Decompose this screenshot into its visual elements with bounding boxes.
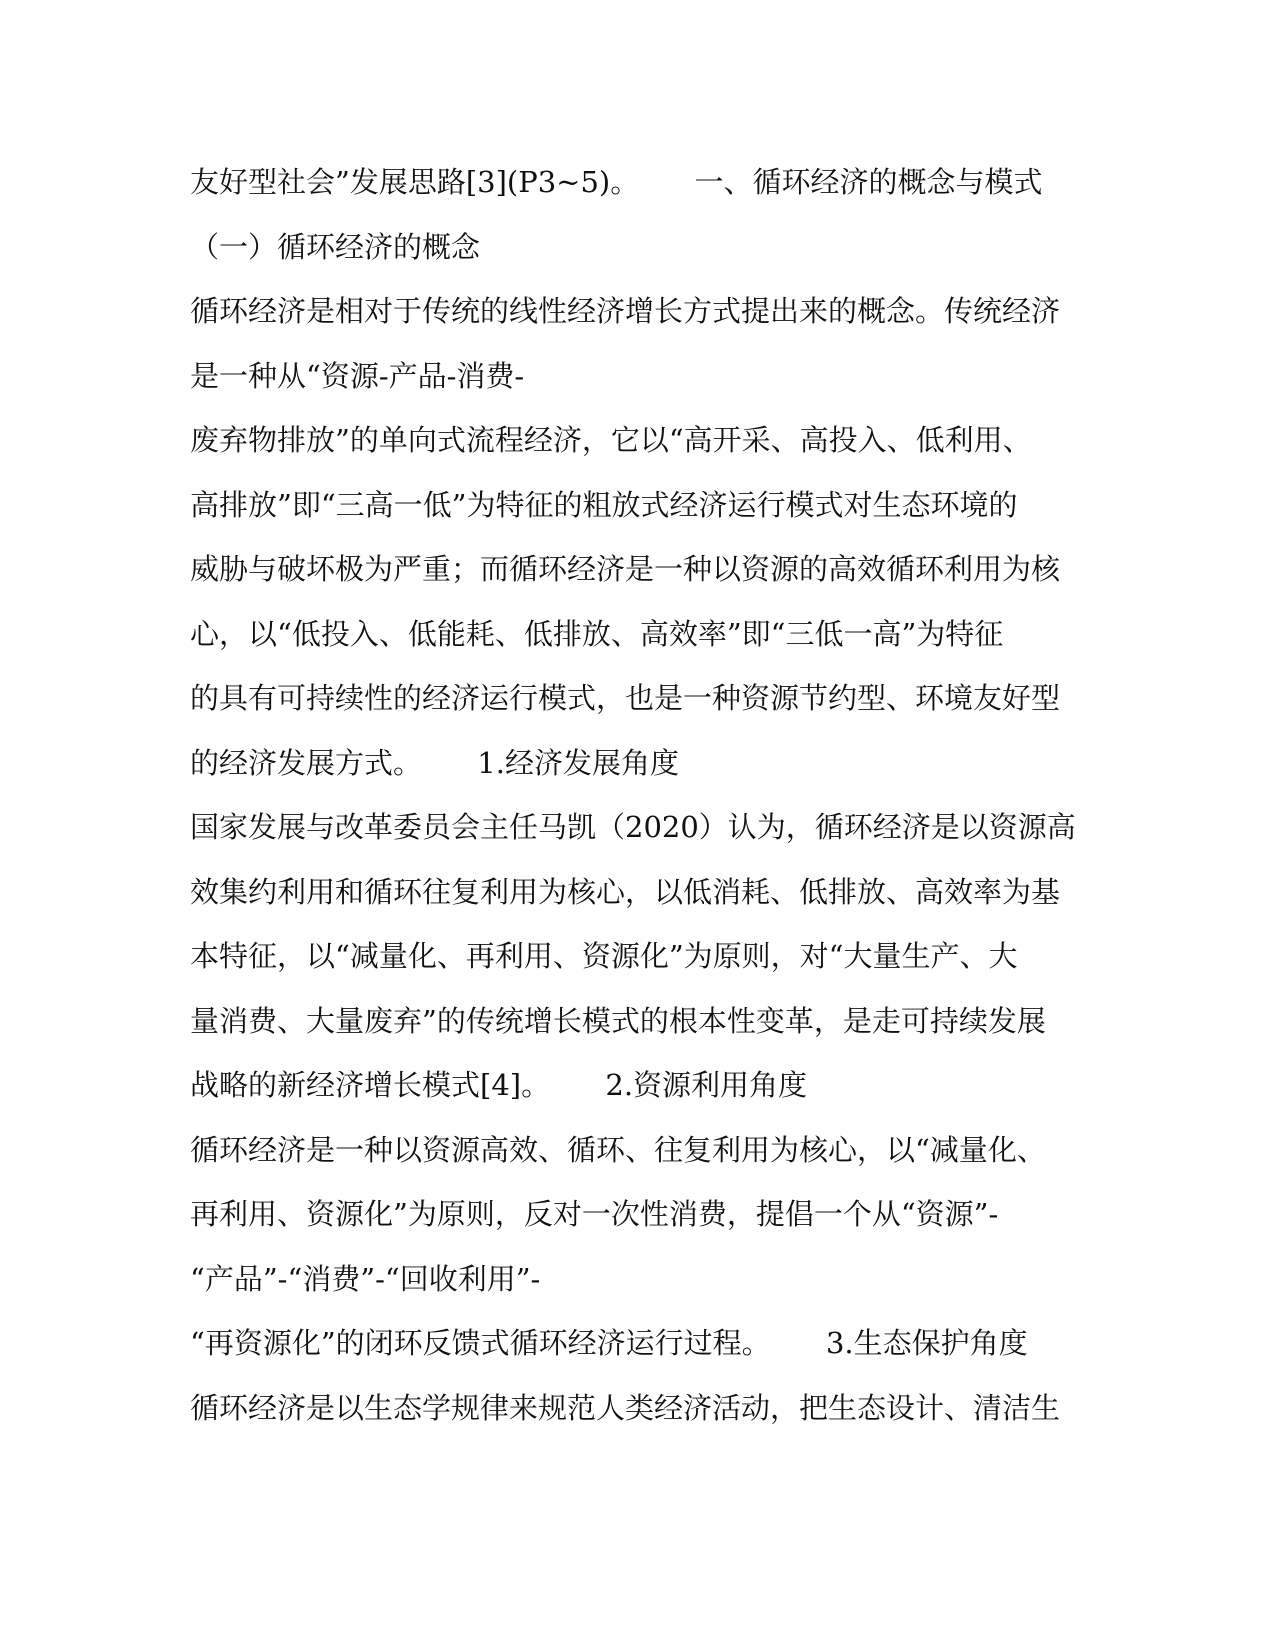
text-line: 循环经济是相对于传统的线性经济增长方式提出来的概念。传统经济 bbox=[190, 294, 1061, 328]
text-line: “再资源化”的闭环反馈式循环经济运行过程。 3.生态保护角度 bbox=[190, 1326, 1028, 1360]
text-line: 友好型社会”发展思路[3](P3~5)。 一、循环经济的概念与模式 bbox=[190, 165, 1043, 199]
text-line: 循环经济是以生态学规律来规范人类经济活动，把生态设计、清洁生 bbox=[190, 1390, 1061, 1425]
text-line: 威胁与破坏极为严重；而循环经济是一种以资源的高效循环利用为核 bbox=[190, 552, 1061, 586]
text-line: 的具有可持续性的经济运行模式，也是一种资源节约型、环境友好型 bbox=[190, 681, 1061, 715]
text-line: 心，以“低投入、低能耗、低排放、高效率”即“三低一高”为特征 bbox=[190, 616, 1004, 651]
text-line: 本特征，以“减量化、再利用、资源化”为原则，对“大量生产、大 bbox=[190, 939, 1018, 973]
text-line: （一）循环经济的概念 bbox=[190, 229, 481, 264]
text-line: 废弃物排放”的单向式流程经济，它以“高开采、高投入、低利用、 bbox=[190, 423, 1032, 457]
text-line: 是一种从“资源-产品-消费- bbox=[190, 358, 525, 393]
text-line: 循环经济是一种以资源高效、循环、往复利用为核心，以“减量化、 bbox=[190, 1132, 1046, 1167]
text-line: 高排放”即“三高一低”为特征的粗放式经济运行模式对生态环境的 bbox=[190, 487, 1018, 522]
text-line: “产品”-“消费”-“回收利用”- bbox=[190, 1261, 541, 1296]
text-line: 战略的新经济增长模式[4]。 2.资源利用角度 bbox=[190, 1068, 808, 1102]
text-line: 的经济发展方式。 1.经济发展角度 bbox=[190, 745, 679, 780]
text-line: 效集约利用和循环往复利用为核心，以低消耗、低排放、高效率为基 bbox=[190, 874, 1061, 909]
text-line: 再利用、资源化”为原则，反对一次性消费，提倡一个从“资源”- bbox=[190, 1197, 999, 1231]
body-text bbox=[190, 150, 1076, 1440]
text-line: 国家发展与改革委员会主任马凯（2020）认为，循环经济是以资源高 bbox=[190, 810, 1076, 844]
text-line: 量消费、大量废弃”的传统增长模式的根本性变革，是走可持续发展 bbox=[190, 1003, 1046, 1038]
